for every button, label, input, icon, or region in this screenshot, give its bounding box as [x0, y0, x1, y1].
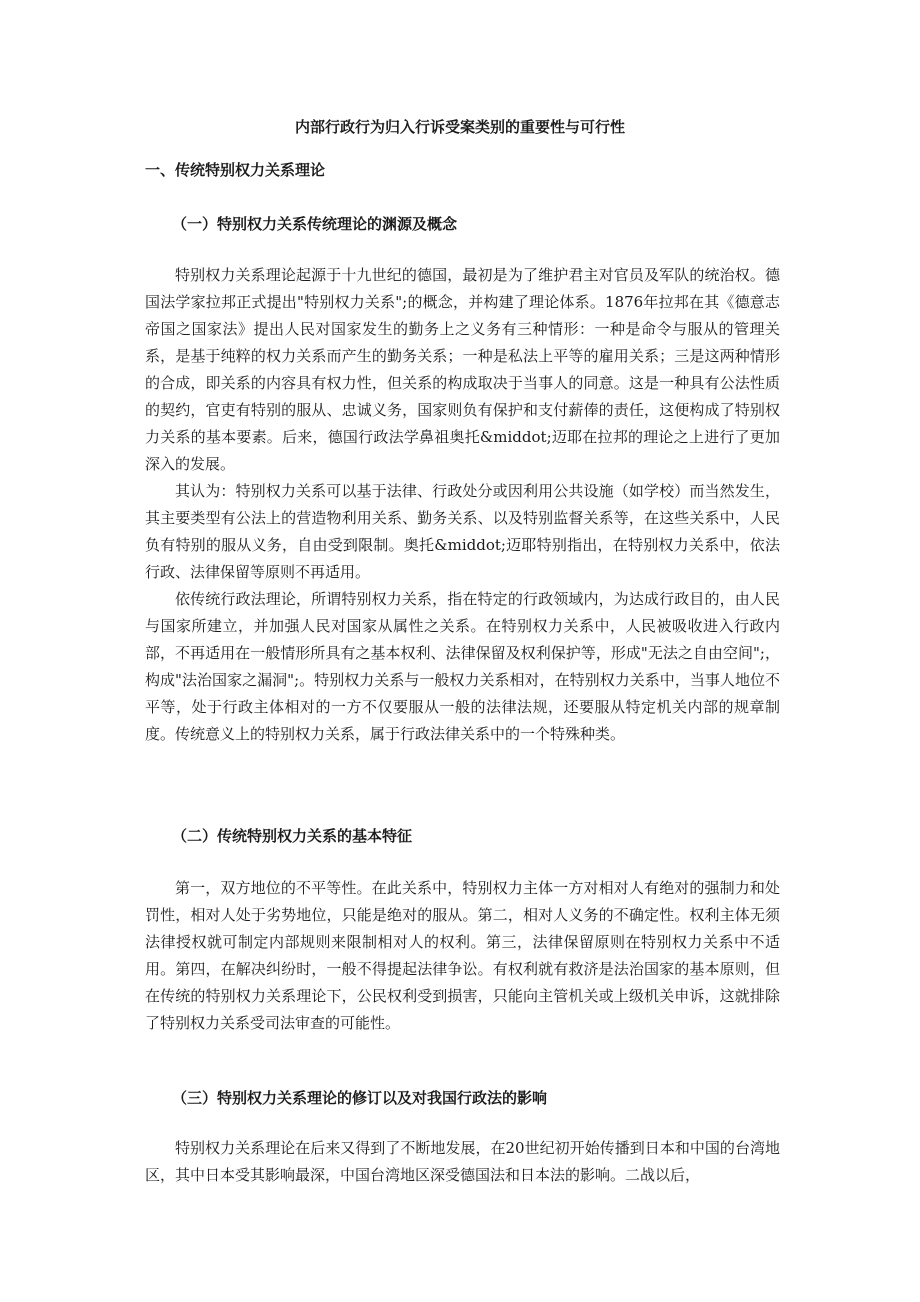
- paragraph: 第一，双方地位的不平等性。在此关系中，特别权力主体一方对相对人有绝对的强制力和处罚性，相对人处于劣势地位，只能是绝对的服从。第二，相对人义务的不确定性。权利主体无须法律授权就可制定内部规则来限制相对人的权利。第三，法律保留原则在特别权力关系中不适用。第四，在解决纠纷时，一般不得提起法律争讼。有权利就有救济是法治国家的基本原则，但在传统的特别权力关系理论下，公民权利受到损害，只能向主管机关或上级机关申诉，这就排除了特别权力关系受司法审查的可能性。: [145, 879, 780, 1032]
- paragraph: 特别权力关系理论起源于十九世纪的德国，最初是为了维护君主对官员及军队的统治权。德国法学家拉邦正式提出"特别权力关系";的概念，并构建了理论体系。1876年拉邦在其《德意志帝国之国家法》提出人民对国家发生的勤务上之义务有三种情形：一种是命令与服从的管理关系，是基于纯粹的权力关系而产生的勤务关系；一种是私法上平等的雇用关系；三是这两种情形的合成，即关系的内容具有权力性，但关系的构成取决于当事人的同意。这是一种具有公法性质的契约，官吏有特别的服从、忠诚义务，国家则负有保护和支付薪俸的责任，这便构成了特别权力关系的基本要素。后来，德国行政法学鼻祖奥托&middot;迈耶在拉邦的理论之上进行了更加深入的发展。: [145, 266, 780, 473]
- subsection-heading-3: （三）特别权力关系理论的修订以及对我国行政法的影响: [172, 1089, 548, 1107]
- subsection-2-body: [145, 875, 780, 1037]
- section-heading-1: 一、传统特别权力关系理论: [145, 161, 326, 179]
- subsection-1-body: [145, 262, 780, 748]
- document-title: 内部行政行为归入行诉受案类别的重要性与可行性: [294, 118, 625, 136]
- paragraph: 依传统行政法理论，所谓特别权力关系，指在特定的行政领域内，为达成行政目的，由人民与国家所建立，并加强人民对国家从属性之关系。在特别权力关系中，人民被吸收进入行政内部，不再适用在一般情形所具有之基本权利、法律保留及权利保护等，形成"无法之自由空间";，构成"法治国家之漏洞";。特别权力关系与一般权力关系相对，在特别权力关系中，当事人地位不平等，处于行政主体相对的一方不仅要服从一般的法律法规，还要服从特定机关内部的规章制度。传统意义上的特别权力关系，属于行政法律关系中的一个特殊种类。: [145, 590, 780, 743]
- subsection-heading-1: （一）特别权力关系传统理论的渊源及概念: [172, 215, 458, 233]
- subsection-3-body: [145, 1135, 780, 1189]
- subsection-heading-2: （二）传统特别权力关系的基本特征: [172, 827, 413, 845]
- paragraph: 特别权力关系理论在后来又得到了不断地发展，在20世纪初开始传播到日本和中国的台湾地区，其中日本受其影响最深，中国台湾地区深受德国法和日本法的影响。二战以后，: [145, 1139, 780, 1184]
- paragraph: 其认为：特别权力关系可以基于法律、行政处分或因利用公共设施（如学校）而当然发生，其主要类型有公法上的营造物利用关系、勤务关系、以及特别监督关系等，在这些关系中，人民负有特别的服从义务，自由受到限制。奥托&middot;迈耶特别指出，在特别权力关系中，依法行政、法律保留等原则不再适用。: [145, 482, 780, 581]
